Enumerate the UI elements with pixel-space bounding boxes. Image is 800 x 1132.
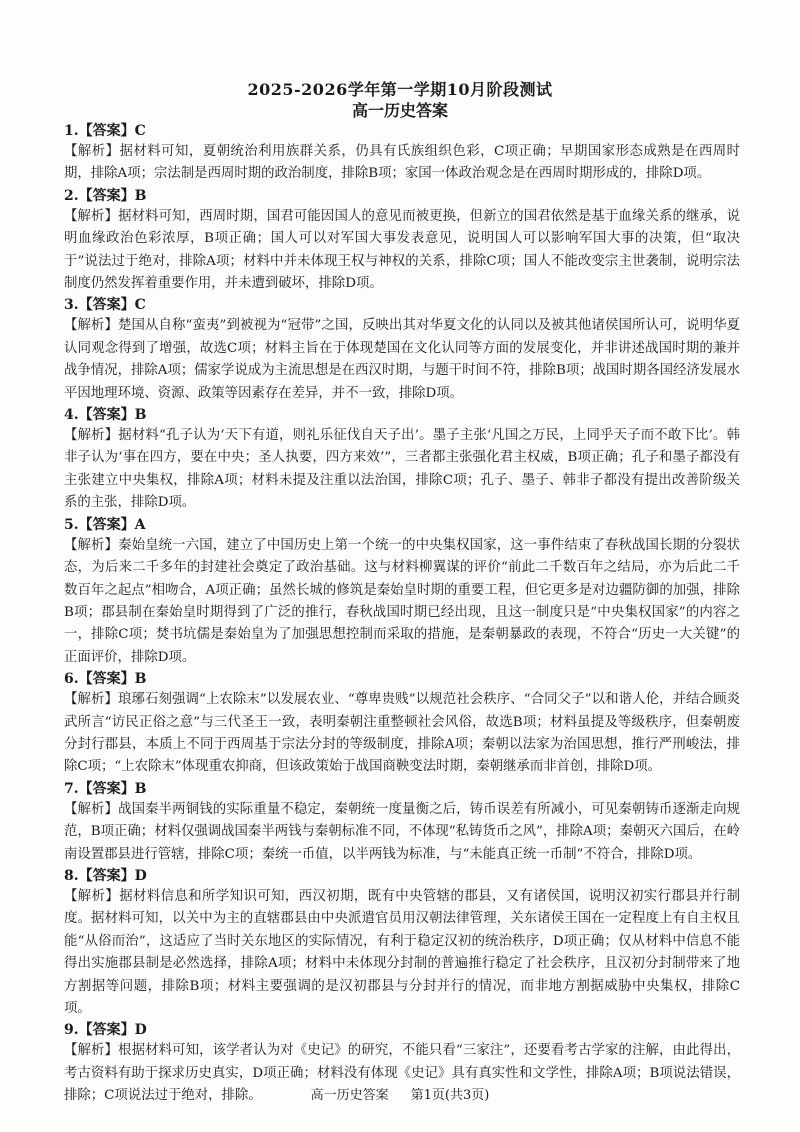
analysis-text: 【解析】秦始皇统一六国，建立了中国历史上第一个统一的中央集权国家，这一事件结束了春秋战国长期的分裂状态，为后来二千多年的封建社会奠定了政治基础。这与材料柳翼谋的评价“前此二千数百年之结局，亦为后此二千数百年之起点”相吻合，A项正确；虽然长城的修筑是秦始皇时期的重要工程，但它更多是对边疆防御的加强，排除B项；郡县制在秦始皇时期得到了广泛的推行，春秋战国时期已经出现，且这一制度只是“中央集权国家”的内容之一，排除C项；焚书坑儒是秦始皇为了加强思想控制而采取的措施，是秦朝暴政的表现，不符合“历史一大关键”的正面评价，排除D项。 [64, 537, 740, 665]
analysis-text: 【解析】琅琊石刻强调“上农除末”以发展农业、“尊卑贵贱”以规范社会秩序、“合同父子”以和谐人伦，并结合顾炎武所言“访民正俗之意”与三代圣王一致，表明秦朝注重整顿社会风俗，故选B项；材料虽提及等级秩序，但秦朝废分封行郡县，本质上不同于西周基于宗法分封的等级制度，排除A项；秦朝以法家为治国思想，推行严刑峻法，排除C项；“上农除末”体现重农抑商，但该政策始于战国商鞅变法时期，秦朝继承而非首创，排除D项。 [64, 692, 740, 775]
answer-label: 1.【答案】C [64, 123, 146, 139]
answer-label: 8.【答案】D [64, 867, 147, 884]
footer-subject: 高一历史答案 [310, 1088, 389, 1103]
analysis-text: 【解析】据材料可知，西周时期，国君可能因国人的意见而被更换，但新立的国君依然是基于血缘关系的继承，说明血缘政治色彩浓厚，B项正确；国人可以对军国大事发表意见，说明国人可以影响军国大事的决策，但“取决于”说法过于绝对，排除A项；材料中并未体现王权与神权的关系，排除C项；国人不能改变宗主世袭制，说明宗法制度仍然发挥着重要作用，并未遭到破坏，排除D项。 [64, 208, 740, 292]
answer-item-3 [64, 295, 740, 405]
answer-item-5 [64, 515, 740, 669]
analysis-text: 【解析】据材料信息和所学知识可知，西汉初期，既有中央管辖的郡县，又有诸侯国，说明汉初实行郡县并行制度。据材料可知，以关中为主的直辖郡县由中央派遣官员用汉朝法律管理，关东诸侯王国在一定程度上有自主权且能“从俗而治”，这适应了当时关东地区的实际情况，有利于稳定汉初的统治秩序，D项正确；仅从材料中信息不能得出实施郡县制是必然选择，排除A项；材料中未体现分封制的普遍推行稳定了社会秩序，且汉初分封制带来了地方割据等问题，排除B项；材料主要强调的是汉初郡县与分封并行的情况，而非地方割据威胁中央集权，排除C项。 [64, 888, 740, 1016]
answer-item-4 [64, 405, 740, 515]
answer-item-1 [64, 121, 740, 186]
answer-item-8 [64, 866, 740, 1020]
answer-item-2 [64, 186, 740, 296]
page-title: 2025-2026学年第一学期10月阶段测试 [247, 80, 553, 99]
analysis-text: 【解析】据材料可知，夏朝统治利用族群关系，仍具有氏族组织色彩，C项正确；早期国家形态成熟是在西周时期，排除A项；宗法制是西周时期的政治制度，排除B项；家国一体政治观念是在西周时期形成的，排除D项。 [64, 144, 740, 182]
footer-page-number: 第1页(共3页) [410, 1088, 490, 1103]
analysis-text: 【解析】根据材料可知，该学者认为对《史记》的研究，不能只看“三家注”，还要看考古学家的注解，由此得出，考古资料有助于探求历史真实，D项正确；材料没有体现《史记》具有真实性和文学性，排除A项；B项说法错误，排除；C项说法过于绝对，排除。 [64, 1043, 740, 1104]
answer-list [64, 121, 740, 1108]
analysis-text: 【解析】楚国从自称“蛮夷”到被视为“冠带”之国，反映出其对华夏文化的认同以及被其他诸侯国所认可，说明华夏认同观念得到了增强，故选C项；材料主旨在于体现楚国在文化认同等方面的发展变化，并非讲述战国时期的兼并战争情况，排除A项；儒家学说成为主流思想是在西汉时期，与题干时间不符，排除B项；战国时期各国经济发展水平因地理环境、资源、政策等因素存在差异，并不一致，排除D项。 [64, 318, 740, 401]
answer-label: 6.【答案】B [64, 671, 147, 688]
answer-label: 2.【答案】B [64, 187, 147, 204]
page-footer [0, 1084, 800, 1103]
analysis-text: 【解析】据材料“孔子认为‘天下有道，则礼乐征伐自天子出’。墨子主张‘凡国之万民，上同乎天子而不敢下比’。韩非子认为‘事在四方，要在中央；圣人执要，四方来效’”，三者都主张强化君主权威，B项正确；孔子和墨子都没有主张建立中央集权，排除A项；材料未提及注重以法治国，排除C项；孔子、墨子、韩非子都没有提出改善阶级关系的主张，排除D项。 [64, 428, 740, 511]
answer-label: 5.【答案】A [64, 516, 146, 533]
answer-label: 9.【答案】D [64, 1022, 147, 1039]
answer-item-7 [64, 779, 740, 866]
answer-item-6 [64, 669, 740, 779]
answer-label: 4.【答案】B [64, 407, 147, 424]
answer-label: 7.【答案】B [64, 780, 147, 797]
analysis-text: 【解析】战国秦半两铜钱的实际重量不稳定，秦朝统一度量衡之后，铸币误差有所减小，可见秦朝铸币逐渐走向规范，B项正确；材料仅强调战国秦半两钱与秦朝标准不同，不体现“私铸货币之风”，排除A项；秦朝灭六国后，在岭南设置郡县进行管辖，排除C项；秦统一币值，以半两钱为标准，与“未能真正统一币制”不符合，排除D项。 [64, 801, 740, 862]
answer-label: 3.【答案】C [64, 297, 146, 314]
page-subtitle: 高一历史答案 [351, 101, 448, 120]
